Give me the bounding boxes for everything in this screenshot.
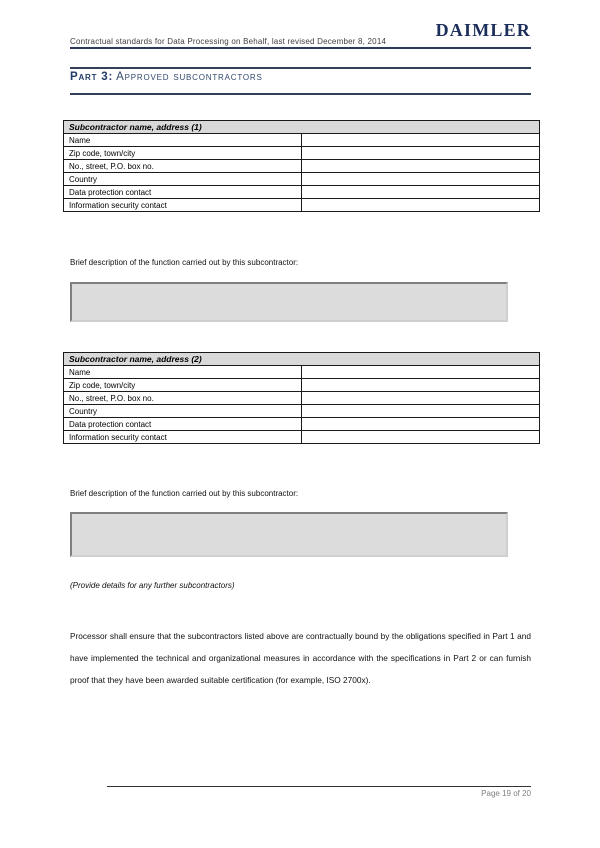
table-row [64, 173, 540, 186]
field-label-name: Name [64, 366, 302, 379]
field-value-street[interactable] [302, 160, 540, 173]
subcontractor-table-2 [63, 352, 540, 444]
field-value-data-protection-contact[interactable] [302, 186, 540, 199]
table-row [64, 431, 540, 444]
field-value-information-security-contact[interactable] [302, 431, 540, 444]
section-divider-top [70, 67, 531, 69]
field-value-street[interactable] [302, 392, 540, 405]
field-value-name[interactable] [302, 366, 540, 379]
processor-obligations-paragraph: Processor shall ensure that the subcontractors listed above are contractually bound by the obligations specified in Part 1 and have implemented the technical and organizational measures in accordance with the specifications in Part 2 or can furnish proof that they have been awarded suitable certification (for example, ISO 2700x). [70, 631, 531, 685]
field-value-country[interactable] [302, 173, 540, 186]
field-value-zip-town[interactable] [302, 147, 540, 160]
field-label-zip-town: Zip code, town/city [64, 379, 302, 392]
section-title: Approved subcontractors [116, 71, 263, 83]
brief-description-label-1: Brief description of the function carried out by this subcontractor: [70, 258, 299, 267]
field-label-data-protection-contact: Data protection contact [64, 186, 302, 199]
header-divider [70, 47, 531, 49]
table-header-row [64, 353, 540, 366]
brief-description-field-2[interactable] [70, 512, 508, 557]
field-label-country: Country [64, 173, 302, 186]
field-value-data-protection-contact[interactable] [302, 418, 540, 431]
table-row [64, 392, 540, 405]
field-value-name[interactable] [302, 134, 540, 147]
field-label-zip-town: Zip code, town/city [64, 147, 302, 160]
table-row [64, 160, 540, 173]
field-label-name: Name [64, 134, 302, 147]
table-row [64, 418, 540, 431]
table-2-header: Subcontractor name, address (2) [64, 353, 540, 366]
section-part-label: Part 3: [70, 71, 114, 83]
table-row [64, 405, 540, 418]
daimler-logo: DAIMLER [435, 20, 531, 40]
field-label-street: No., street, P.O. box no. [64, 160, 302, 173]
table-row [64, 366, 540, 379]
footer-divider [107, 786, 531, 787]
field-value-zip-town[interactable] [302, 379, 540, 392]
table-1-header: Subcontractor name, address (1) [64, 121, 540, 134]
section-divider-bottom [70, 93, 531, 95]
field-label-street: No., street, P.O. box no. [64, 392, 302, 405]
table-row [64, 147, 540, 160]
table-header-row [64, 121, 540, 134]
table-row [64, 199, 540, 212]
brief-description-label-2: Brief description of the function carried out by this subcontractor: [70, 489, 299, 498]
field-label-information-security-contact: Information security contact [64, 431, 302, 444]
field-label-information-security-contact: Information security contact [64, 199, 302, 212]
section-heading [70, 71, 263, 83]
table-row [64, 186, 540, 199]
further-subcontractors-note: (Provide details for any further subcontractors) [70, 581, 235, 590]
brief-description-field-1[interactable] [70, 282, 508, 322]
field-value-information-security-contact[interactable] [302, 199, 540, 212]
document-header-title: Contractual standards for Data Processing on Behalf, last revised December 8, 2014 [70, 37, 387, 46]
page-number: Page 19 of 20 [481, 789, 531, 798]
field-value-country[interactable] [302, 405, 540, 418]
table-row [64, 379, 540, 392]
table-row [64, 134, 540, 147]
subcontractor-table-1 [63, 120, 540, 212]
field-label-country: Country [64, 405, 302, 418]
field-label-data-protection-contact: Data protection contact [64, 418, 302, 431]
